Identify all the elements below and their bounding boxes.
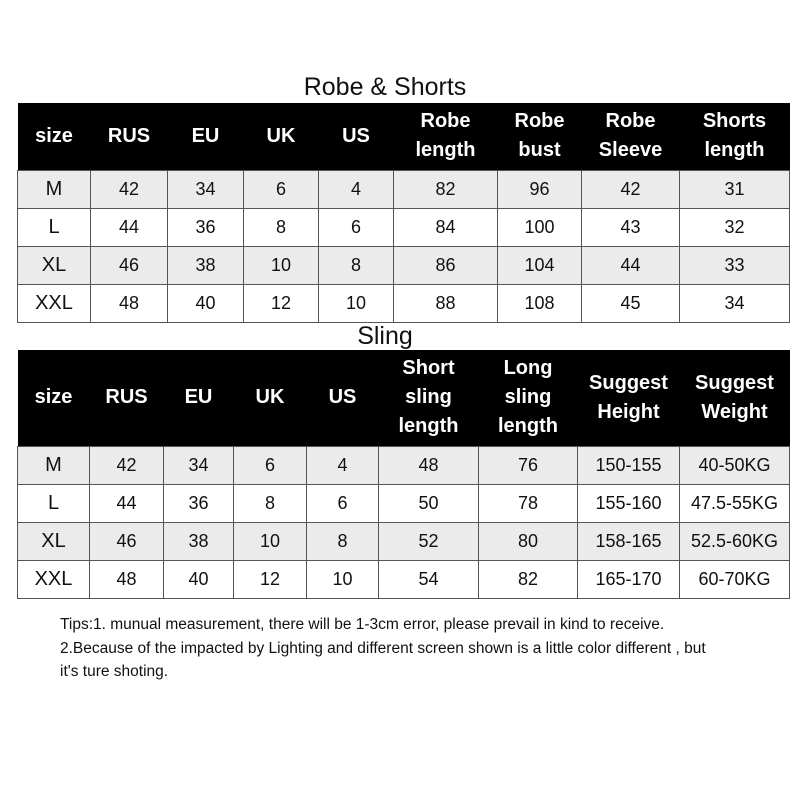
table-cell: 34 (680, 284, 790, 322)
table-cell: 108 (498, 284, 582, 322)
table-cell: 6 (244, 170, 319, 208)
table-row (18, 446, 790, 484)
column-header (91, 103, 168, 170)
column-header-text: UK (255, 386, 285, 409)
table-cell: 12 (234, 560, 307, 598)
column-header-text: length (398, 415, 459, 438)
table-cell: 165-170 (578, 560, 680, 598)
size-label-cell: XL (18, 246, 91, 284)
table-cell: 43 (582, 208, 680, 246)
column-header-text: bust (518, 139, 561, 162)
table-cell: 42 (582, 170, 680, 208)
table-cell: 8 (234, 484, 307, 522)
table-cell: 12 (244, 284, 319, 322)
table-cell: 76 (479, 446, 578, 484)
column-header-text: Shorts (702, 110, 767, 133)
table-cell: 44 (91, 208, 168, 246)
column-header-text: Suggest (695, 371, 774, 394)
robe-shorts-title: Robe & Shorts (303, 73, 467, 101)
table-cell: 150-155 (578, 446, 680, 484)
table-row (18, 522, 790, 560)
table-header-row (18, 350, 790, 446)
column-header-text: Suggest (589, 371, 668, 394)
table-cell: 155-160 (578, 484, 680, 522)
table-cell: 48 (91, 284, 168, 322)
table-cell: 100 (498, 208, 582, 246)
column-header (498, 103, 582, 170)
table-cell: 96 (498, 170, 582, 208)
size-label-cell: L (18, 208, 91, 246)
column-header-text: Sleeve (598, 139, 663, 162)
table-cell: 86 (394, 246, 498, 284)
table-row (18, 484, 790, 522)
table-cell: 52.5-60KG (680, 522, 790, 560)
column-header (90, 350, 164, 446)
column-header-text: UK (266, 124, 296, 147)
tips-line-3: it's ture shoting. (60, 663, 169, 680)
table-cell: 10 (234, 522, 307, 560)
table-cell: 44 (90, 484, 164, 522)
column-header-text: US (328, 386, 357, 409)
column-header-text: sling (504, 386, 552, 409)
sling-title: Sling (357, 322, 413, 350)
table-header-row (18, 103, 790, 170)
column-header (234, 350, 307, 446)
column-header-text: sling (405, 386, 452, 409)
table-cell: 48 (379, 446, 479, 484)
column-header (164, 350, 234, 446)
table-cell: 84 (394, 208, 498, 246)
table-cell: 45 (582, 284, 680, 322)
column-header-text: RUS (107, 124, 151, 147)
column-header-text: Short (402, 357, 455, 380)
column-header-text: Robe (420, 110, 471, 133)
table-cell: 6 (307, 484, 379, 522)
table-row (18, 284, 790, 322)
table-cell: 34 (168, 170, 244, 208)
column-header-text: EU (191, 124, 220, 147)
table-cell: 4 (319, 170, 394, 208)
table-row (18, 246, 790, 284)
column-header-text: Robe (514, 110, 565, 133)
size-label-cell: M (18, 446, 90, 484)
column-header (168, 103, 244, 170)
column-header-text: Robe (605, 110, 656, 133)
table-cell: 36 (164, 484, 234, 522)
table-cell: 48 (90, 560, 164, 598)
column-header-text: length (498, 415, 558, 438)
table-cell: 40 (164, 560, 234, 598)
column-header (244, 103, 319, 170)
table-cell: 38 (164, 522, 234, 560)
size-label-cell: L (18, 484, 90, 522)
column-header (680, 103, 790, 170)
table-cell: 42 (90, 446, 164, 484)
table-cell: 10 (319, 284, 394, 322)
table-cell: 6 (319, 208, 394, 246)
column-header-text: EU (184, 386, 213, 409)
size-label-cell: XXL (18, 284, 91, 322)
column-header-text: length (415, 139, 476, 162)
column-header (18, 350, 90, 446)
table-cell: 44 (582, 246, 680, 284)
table-cell: 42 (91, 170, 168, 208)
table-cell: 40-50KG (680, 446, 790, 484)
table-cell: 8 (244, 208, 319, 246)
table-cell: 82 (479, 560, 578, 598)
column-header (307, 350, 379, 446)
table-cell: 88 (394, 284, 498, 322)
table-cell: 158-165 (578, 522, 680, 560)
column-header-text: length (704, 139, 765, 162)
column-header (394, 103, 498, 170)
column-header-text: Height (597, 400, 660, 423)
column-header (479, 350, 578, 446)
table-cell: 34 (164, 446, 234, 484)
table-cell: 4 (307, 446, 379, 484)
column-header (319, 103, 394, 170)
table-cell: 54 (379, 560, 479, 598)
size-label-cell: XL (18, 522, 90, 560)
column-header (578, 350, 680, 446)
table-cell: 80 (479, 522, 578, 560)
table-cell: 46 (91, 246, 168, 284)
column-header-text: RUS (105, 386, 148, 409)
table-cell: 38 (168, 246, 244, 284)
table-cell: 40 (168, 284, 244, 322)
tips-note (60, 613, 790, 684)
table-cell: 36 (168, 208, 244, 246)
table-cell: 60-70KG (680, 560, 790, 598)
table-cell: 50 (379, 484, 479, 522)
column-header-text: size (35, 124, 73, 147)
tips-line-1: Tips:1. munual measurement, there will be 1-3cm error, please prevail in kind to receive. (60, 616, 665, 633)
robe-shorts-size-table (17, 103, 790, 323)
sling-size-table (17, 350, 790, 599)
table-cell: 6 (234, 446, 307, 484)
table-row (18, 208, 790, 246)
size-label-cell: M (18, 170, 91, 208)
table-cell: 8 (319, 246, 394, 284)
table-cell: 52 (379, 522, 479, 560)
table-cell: 104 (498, 246, 582, 284)
table-cell: 47.5-55KG (680, 484, 790, 522)
tips-line-2: 2.Because of the impacted by Lighting and different screen shown is a little color different , but (60, 639, 706, 657)
table-cell: 82 (394, 170, 498, 208)
column-header (18, 103, 91, 170)
table-cell: 8 (307, 522, 379, 560)
column-header (680, 350, 790, 446)
table-cell: 10 (244, 246, 319, 284)
size-label-cell: XXL (18, 560, 90, 598)
table-cell: 32 (680, 208, 790, 246)
column-header-text: Long (503, 357, 553, 380)
column-header (379, 350, 479, 446)
column-header (582, 103, 680, 170)
table-cell: 78 (479, 484, 578, 522)
column-header-text: Weight (701, 400, 768, 423)
table-cell: 31 (680, 170, 790, 208)
column-header-text: US (342, 124, 370, 147)
table-cell: 10 (307, 560, 379, 598)
table-row (18, 560, 790, 598)
table-row (18, 170, 790, 208)
column-header-text: size (34, 386, 73, 409)
table-cell: 46 (90, 522, 164, 560)
table-cell: 33 (680, 246, 790, 284)
